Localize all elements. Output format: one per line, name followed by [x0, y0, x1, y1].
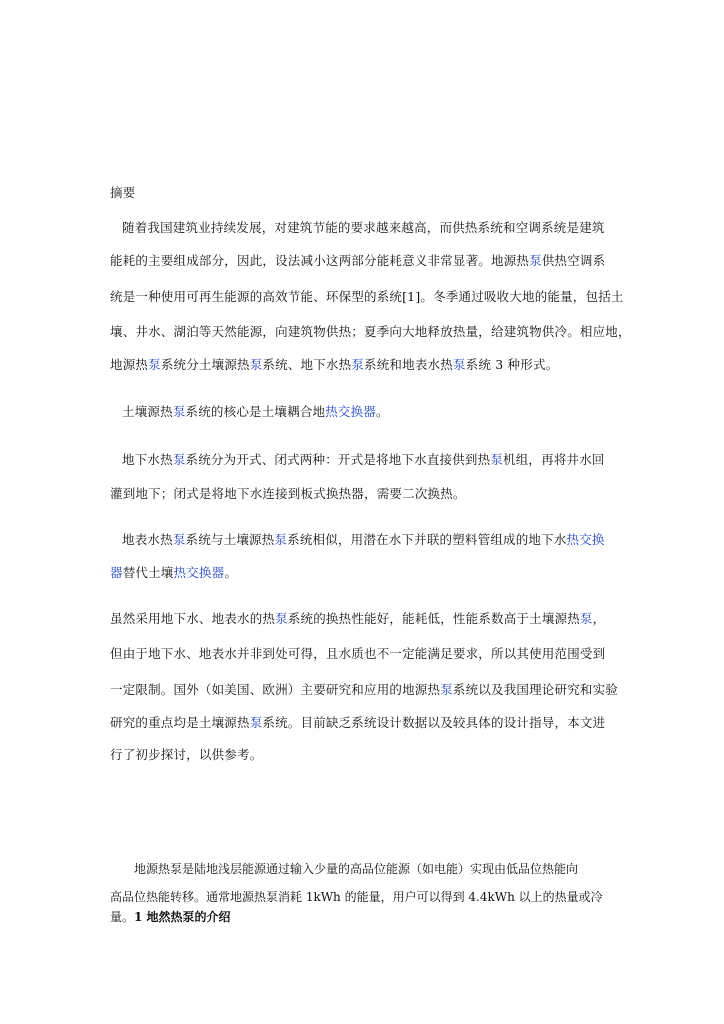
- p4-line-2: [110, 563, 630, 581]
- text: 系统分为开式、闭式两种：开式是将地下水直接供到热: [185, 452, 491, 467]
- pump-link[interactable]: 泵: [579, 611, 593, 626]
- text: 地下水热: [122, 452, 173, 467]
- text: 系统的换热性能好，能耗低，性能系数高于土壤源热: [287, 611, 580, 626]
- text: 研究的重点均是土壤源热: [110, 715, 250, 730]
- text: 统是一种使用可再生能源的高效节能、环保型的系统[1]。冬季通过吸收大地的能量，包括土: [110, 289, 624, 304]
- heat-exchanger-link[interactable]: 热交换器: [325, 404, 377, 419]
- text: 系统。目前缺乏系统设计数据以及较具体的设计指导，本文进: [262, 715, 606, 730]
- text: 地表水热: [122, 532, 173, 547]
- pump-link[interactable]: 泵: [440, 682, 453, 697]
- pump-link[interactable]: 泵: [274, 532, 288, 547]
- p1-line-1: [122, 218, 642, 236]
- p1-line-3: [110, 287, 630, 305]
- text: 。: [224, 565, 238, 580]
- p5-line-3: [110, 680, 630, 698]
- p6-line-3: [110, 908, 630, 925]
- pump-link[interactable]: 泵: [172, 404, 186, 419]
- p1-line-4: [110, 322, 630, 340]
- text: 量。: [110, 910, 135, 924]
- text: 。: [376, 404, 389, 419]
- heat-exchanger-link[interactable]: 器: [110, 565, 123, 580]
- text: 系统的核心是土壤耦合地: [185, 404, 326, 419]
- pump-link[interactable]: 泵: [172, 452, 186, 467]
- text: 系统、地下水热: [262, 357, 352, 372]
- text: 虽然采用地下水、地表水的热: [110, 611, 276, 626]
- p3-line-2: [110, 484, 630, 502]
- text: 系统分土壤源热: [160, 357, 250, 372]
- text: 地源热泵是陆地浅层能源通过输入少量的高品位能源（如电能）实现由低品位热能向: [134, 862, 579, 876]
- pump-link[interactable]: 泵: [490, 452, 504, 467]
- text: 土壤源热: [122, 404, 173, 419]
- text: 灌到地下；闭式是将地下水连接到板式换热器，需要二次换热。: [110, 486, 466, 501]
- heat-exchanger-link[interactable]: 热交换: [566, 532, 605, 547]
- pump-link[interactable]: 泵: [249, 715, 263, 730]
- pump-link[interactable]: 泵: [249, 357, 263, 372]
- p6-line-2: [110, 888, 630, 905]
- text: 系统 3 种形式。: [465, 357, 559, 372]
- text: 系统与土壤源热: [185, 532, 275, 547]
- p6-line-1: [134, 860, 654, 877]
- text: 替代土壤: [122, 565, 174, 580]
- abstract-heading: 摘要: [110, 185, 136, 200]
- p1-line-2: [110, 251, 630, 269]
- pump-link[interactable]: 泵: [529, 253, 542, 268]
- pump-link[interactable]: 泵: [351, 357, 365, 372]
- text: ，: [592, 611, 606, 626]
- text: 行了初步探讨，以供参考。: [110, 747, 263, 762]
- p1-line-5: [110, 355, 630, 373]
- text: 壤、井水、湖泊等天然能源，向建筑物供热；夏季向大地释放热量，给建筑物供冷。相应地，: [110, 324, 631, 339]
- p5-line-4: [110, 713, 630, 731]
- p2-line-1: [122, 402, 642, 420]
- text: 一定限制。国外（如美国、欧洲）主要研究和应用的地源热: [110, 682, 441, 697]
- p5-line-2: [110, 644, 630, 662]
- pump-link[interactable]: 泵: [452, 357, 466, 372]
- text: 随着我国建筑业持续发展，对建筑节能的要求越来越高，而供热系统和空调系统是建筑: [122, 220, 605, 235]
- text: 系统相似，用潜在水下并联的塑料管组成的地下水: [287, 532, 567, 547]
- text: 供热空调系: [541, 253, 606, 268]
- text: 系统以及我国理论研究和实验: [452, 682, 619, 697]
- text: 高品位热能转移。通常地源热泵消耗 1kWh 的能量，用户可以得到 4.4kWh 以上的热量或冷: [110, 890, 603, 904]
- pump-link[interactable]: 泵: [172, 532, 186, 547]
- pump-link[interactable]: 泵: [148, 357, 161, 372]
- p3-line-1: [122, 450, 642, 468]
- pump-link[interactable]: 泵: [275, 611, 288, 626]
- p5-line-5: [110, 745, 630, 763]
- heat-exchanger-link[interactable]: 热交换器: [173, 565, 225, 580]
- section-heading: 1 地然热泵的介绍: [134, 910, 231, 924]
- p5-line-1: [110, 609, 630, 627]
- text: 地源热: [110, 357, 149, 372]
- text: 系统和地表水热: [364, 357, 453, 372]
- text: 机组，再将井水回: [503, 452, 605, 467]
- text: 能耗的主要组成部分，因此，设法减小这两部分能耗意义非常显著。地源热: [110, 253, 530, 268]
- p4-line-1: [122, 530, 642, 548]
- text: 但由于地下水、地表水并非到处可得，且水质也不一定能满足要求，所以其使用范围受到: [110, 646, 606, 661]
